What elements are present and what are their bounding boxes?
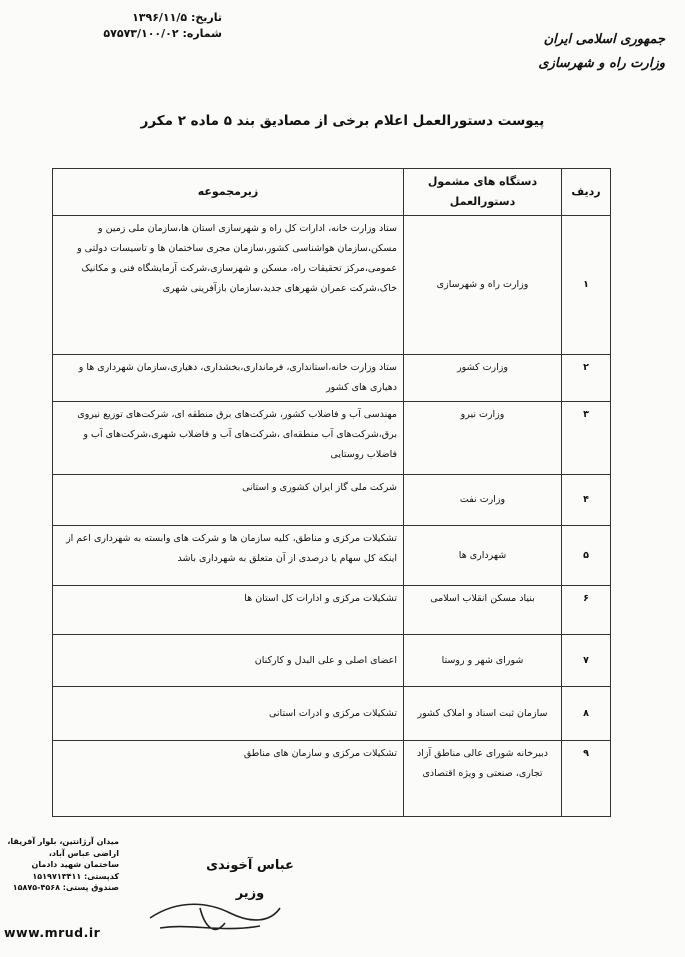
address-line: صندوق پستی: ۴۵۶۸-۱۵۸۷۵ bbox=[12, 883, 119, 892]
row-number: ۸ bbox=[562, 687, 611, 741]
row-subsidiary: ستاد وزارت خانه، ادارات کل راه و شهرسازی استان ها،سازمان ملی زمین و مسکن،سازمان هواشناسی کشور،سازمان مجری ساختمان ها و تاسیسات دولتی و عمومی،مرکز تحقیقات راه، مسکن و شهرسازی،شرکت آزمایشگاه فنی و مکانیک خاک،شرکت عمران شهرهای جدید،سازمان بازآفرینی شهری bbox=[53, 216, 404, 355]
row-device: بنیاد مسکن انقلاب اسلامی bbox=[404, 586, 562, 635]
address-line: ساختمان شهید دادمان bbox=[31, 860, 119, 869]
page-title: پیوست دستورالعمل اعلام برخی از مصادیق بند ۵ ماده ۲ مکرر bbox=[140, 113, 545, 129]
row-device: سازمان ثبت اسناد و املاک کشور bbox=[404, 687, 562, 741]
website-link[interactable]: www.mrud.ir bbox=[4, 925, 101, 940]
header-row-number: ردیف bbox=[562, 169, 611, 216]
row-device: وزارت راه و شهرسازی bbox=[404, 216, 562, 355]
row-subsidiary: تشکیلات مرکزی و سازمان های مناطق bbox=[53, 741, 404, 817]
row-subsidiary: مهندسی آب و فاضلاب کشور، شرکت‌های برق منطقه ای، شرکت‌های توزیع نیروی برق،شرکت‌های آب منطقه‌ای ،شرکت‌های آب و فاضلاب شهری،شرکت‌های آب و فاضلاب روستایی bbox=[53, 402, 404, 475]
row-number: ۶ bbox=[562, 586, 611, 635]
table-row bbox=[53, 526, 611, 586]
signature-stroke bbox=[150, 904, 280, 929]
address-line: کدپستی: ۱۵۱۹۷۱۳۴۱۱ bbox=[32, 871, 119, 881]
row-number: ۴ bbox=[562, 475, 611, 526]
row-subsidiary: تشکیلات مرکزی و ادرات استانی bbox=[53, 687, 404, 741]
table-row bbox=[53, 687, 611, 741]
header-device: دستگاه های مشمول دستورالعمل bbox=[404, 169, 562, 216]
row-subsidiary: شرکت ملی گاز ایران کشوری و استانی bbox=[53, 475, 404, 526]
address-line: اراضی عباس آباد، bbox=[48, 848, 119, 858]
row-device: وزارت کشور bbox=[404, 355, 562, 402]
row-number: ۲ bbox=[562, 355, 611, 402]
signer-name: عباس آخوندی bbox=[206, 858, 294, 873]
row-device: وزارت نفت bbox=[404, 475, 562, 526]
table-row bbox=[53, 741, 611, 817]
row-subsidiary: اعضای اصلی و علی البدل و کارکنان bbox=[53, 635, 404, 687]
ministry-letterhead bbox=[538, 28, 665, 76]
appendix-table bbox=[52, 168, 611, 817]
row-number: ۵ bbox=[562, 526, 611, 586]
address-line: میدان آرژانتین، بلوار آفریقا، bbox=[7, 837, 119, 846]
row-number: ۳ bbox=[562, 402, 611, 475]
table-header-row bbox=[53, 169, 611, 216]
row-number: ۱ bbox=[562, 216, 611, 355]
signer-title: وزیر bbox=[235, 886, 265, 901]
row-subsidiary: ستاد وزارت خانه،استانداری، فرمانداری،بخشداری، دهیاری،سازمان شهرداری ها و دهیاری های کشور bbox=[53, 355, 404, 402]
table-row bbox=[53, 586, 611, 635]
table-row bbox=[53, 216, 611, 355]
table-row bbox=[53, 635, 611, 687]
row-device: وزارت نیرو bbox=[404, 402, 562, 475]
row-number: ۹ bbox=[562, 741, 611, 817]
row-subsidiary: تشکیلات مرکزی و مناطق، کلیه سازمان ها و شرکت های وابسته به شهرداری اعم از اینکه کل سهام یا درصدی از آن متعلق به شهرداری باشد bbox=[53, 526, 404, 586]
org-line-2: وزارت راه و شهرسازی bbox=[538, 56, 665, 71]
table-row bbox=[53, 475, 611, 526]
number-label: شماره: ۵۷۵۷۳/۱۰۰/۰۲ bbox=[103, 27, 222, 40]
address-block bbox=[4, 836, 119, 894]
table-row bbox=[53, 402, 611, 475]
handwritten-signature bbox=[140, 878, 290, 948]
row-device: شهرداری ها bbox=[404, 526, 562, 586]
letter-meta bbox=[22, 10, 222, 42]
row-subsidiary: تشکیلات مرکزی و ادارات کل استان ها bbox=[53, 586, 404, 635]
table-row bbox=[53, 355, 611, 402]
row-number: ۷ bbox=[562, 635, 611, 687]
row-device: دبیرخانه شورای عالی مناطق آزاد تجاری، صنعتی و ویژه اقتصادی bbox=[404, 741, 562, 817]
row-device: شورای شهر و روستا bbox=[404, 635, 562, 687]
date-label: تاریخ: ۱۳۹۶/۱۱/۵ bbox=[132, 11, 222, 24]
header-subsidiary: زیرمجموعه bbox=[53, 169, 404, 216]
org-line-1: جمهوری اسلامی ایران bbox=[543, 32, 665, 47]
